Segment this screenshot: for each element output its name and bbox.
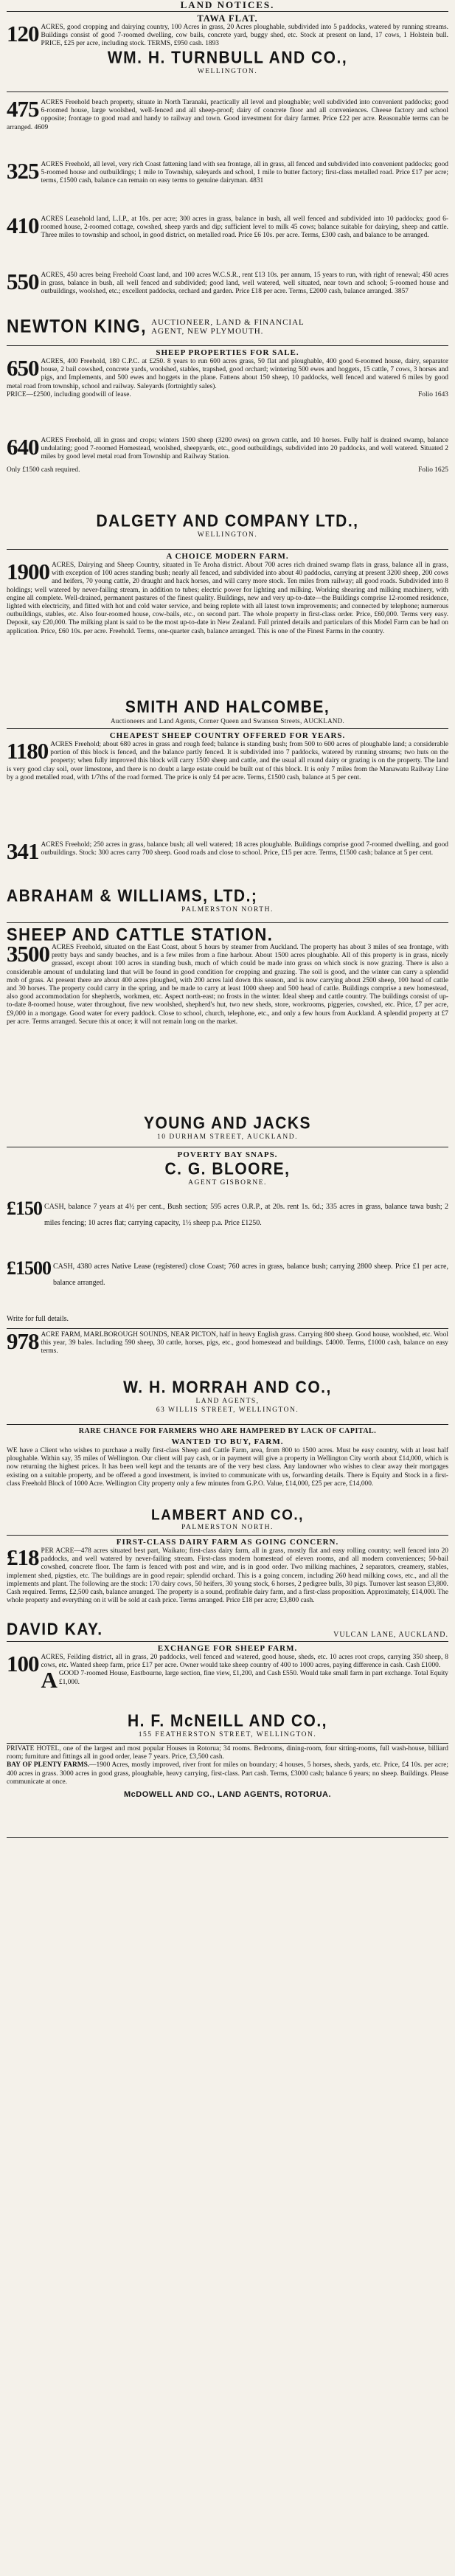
ad-text: 100 ACRES, Feilding district, all in grass, 20 paddocks, well fenced and watered, good house, sheds, etc. 10 acres root crops, carrying 350 sheep, 8 cows, etc. Wanted sheep farm, price £17 per acre. Owner would take sheep country of 400 to 1000 acres, paying difference in cash. Cash £1000. [7,1651,448,1677]
agent-address: 10 DURHAM STREET, AUCKLAND. [156,1133,298,1141]
folio: Folio 1643 [418,390,448,398]
section-kicker: RARE CHANCE FOR FARMERS WHO ARE HAMPERED BY LACK OF CAPITAL. [78,1427,377,1435]
bloore-footer [0,1315,455,1327]
agent-town: PALMERSTON NORTH. [181,1524,274,1531]
agent-name: SMITH AND HALCOMBE, [125,698,330,716]
section-heading: TAWA FLAT. [197,13,258,24]
divider [7,1535,448,1536]
ad-text: 120 ACRES, good cropping and dairying country, 100 Acres in grass, 20 Acres ploughable, subdivided into 5 paddocks, watered by running streams. Buildings consist of good 7-roomed dwelling, cow bails, concrete yard, buggy shed, etc. Stock at present on land, 17 cows, 1 Holstein bull. PRICE, £25 per acre, including stock. TERMS, £950 cash. 1893 [7,21,448,48]
young-agent [0,1114,455,1147]
newton-agent [0,317,455,341]
divider [7,728,448,729]
dalgety-ad-2 [0,437,455,511]
agent-name: H. F. McNEILL AND CO., [127,1712,327,1730]
agent-name: ABRAHAM & WILLIAMS, LTD.; [7,887,258,905]
agent-name: YOUNG AND JACKS [143,1114,312,1133]
ad-text: BAY OF PLENTY FARMS.—1900 Acres, mostly improved, river front for miles on boundary; 4 houses, 5 horses, sheds, yards, etc. Price, £4 10s. per acre; 400 acres in grass. 3000 acres in good grass, ploughable, heavy carrying, first-class. Part cash. Terms, £3000 cash; balance 6 years; no sheep. Buildings. Please communicate at once. [7,1761,448,1786]
masthead [0,0,455,12]
acreage: 120 [7,21,39,46]
abraham-ad-1 [0,731,455,838]
divider [7,1328,448,1329]
divider [7,1837,448,1838]
section-heading: POVERTY BAY SNAPS. [177,1150,278,1159]
agent-address: 63 WILLIS STREET, WELLINGTON. [156,1406,299,1414]
ad-text: 410 ACRES Leasehold land, L.I.P., at 10s. per acre; 300 acres in grass, balance in bush, all well fenced and subdivided into 10 paddocks; good 6-roomed house, 2-roomed cottage, cowshed, sheep yards and dip; sufficient level to milk 45 cows; balance suitable for dairying, sheep and cattle. Three miles to township and school, in good district, on metalled road. Price £6 10s. per acre. Terms, £300 cash, and balance to be arranged. [7,215,448,240]
smith-agent [0,698,455,728]
ad-text: 1900 ACRES, Dairying and Sheep Country, situated in Te Aroha district. About 700 acres rich drained swamp flats in grass, balance all in grass, with exception of 100 acres standing bush; nearly all fenced, and subdivided into about 40 paddocks, carrying at present 3200 sheep, 200 cows and heifers, 70 young cattle, 20 draught and hack horses, and will carry more stock. Ten miles from railway; all good roads. Subdivided into 8 holdings; well watered by never-failing stream, in addition to tubes; electric power for lighting and milking. Working shearing and milking machinery, with engine all complete. Well-drained, permanent pastures of the finest quality. Buildings, new and very up-to-date—the Buildings comprise 12-roomed residence, lighted with electricity, and fitted with hot and cold water service, and being replete with all latest town improvements; and connected by telephone; numerous outbuildings, stables, etc. Also four-roomed house, cow-bails, etc., on second part. The whole property in first-class order. Price, £60,000. Terms very easy. Deposit, say £20,000. The milking plant is said to be the most up-to-date in New Zealand. Full printed details and particulars of this Model Farm can be had on application. Price, £60 10s. per acre. Freehold. Terms, one-quarter cash, balance arranged. This is one of the Finest Farms in the country. [7,559,448,635]
agent-name: McDOWELL AND CO., LAND AGENTS, ROTORUA. [123,1790,332,1800]
divider [7,345,448,346]
agent-role: AGENT GISBORNE. [188,1179,267,1187]
ad-text: 341 ACRES Freehold; 250 acres in grass, balance bush; all well watered; 18 acres ploughable. Buildings comprise good 7-roomed dwelling, and good outbuildings. Stock: 300 acres carry 700 sheep. Good roads and close to school. Price, £15 per acre. Terms, £1500 cash; balance at 5 per cent. [7,841,448,864]
ad-text: 475 ACRES Freehold beach property, situate in North Taranaki, practically all level and ploughable; well subdivided into convenient paddocks; good 6-roomed house, large woolshed, well-fenced and all sheep-proof; dairy of concrete floor and all conveniences. Cheese factory and school opposite; frontage to good road and handy to railway and town. Good investment for dairy farmer. Price £22 per acre. Reasonable terms can be arranged. 4609 [7,99,448,131]
agent-town: WELLINGTON. [197,531,258,539]
section-heading: A CHOICE MODERN FARM. [166,552,289,561]
mcneill-ad [0,1643,455,1711]
divider [7,1424,448,1425]
mcneill-agent [0,1712,455,1741]
ad-text: 978 ACRE FARM, MARLBOROUGH SOUNDS, NEAR PICTON, half in heavy English grass. Carrying 800 sheep. Good house, woolshed, etc. Wool this year, 39 bales. Including 590 sheep, 30 cattle, horses, pigs, etc., good homestead and buildings. £4000. Terms, £1000 cash, balance on easy terms. [7,1331,448,1356]
divider [7,549,448,550]
agent-name: W. H. MORRAH AND CO., [123,1378,332,1397]
agent-address: Auctioneers and Land Agents, Corner Queen and Swanson Streets, AUCKLAND. [110,717,345,725]
ad-text: 1180 ACRES Freehold; about 680 acres in grass and rough feed; balance is standing bush; from 500 to 600 acres of ploughable land; a considerable portion of this block is fenced, and the balance partly fenced. It is subdivided into 7 paddocks, watered by running streams; two huts on the property; when fully improved this block will carry 1500 sheep and cattle, and the usual all round dairy or grazing is on the property. The land is very good clay soil, over limestone, and there is no doubt a large estate could be built out of this block. It is only 7 miles from the Manawatu Railway Line by a good metalled road, with 1/7ths of the road formed. The price is only £4 per acre. Terms, £1500 cash, balance at 5 per cent. [7,738,448,781]
divider [7,1641,448,1642]
agent-town: PALMERSTON NORTH. [181,906,274,914]
agent-address: VULCAN LANE, AUCKLAND. [333,1631,448,1639]
section-heading: FIRST-CLASS DAIRY FARM AS GOING CONCERN. [116,1538,339,1547]
section-heading: BAY OF PLENTY FARMS. [7,1761,90,1769]
lambert-agent [0,1508,455,1534]
ad-text: 640 ACRES Freehold, all in grass and crops; winters 1500 sheep (3200 ewes) on grown cattle, and 10 horses. Fully half is drained swamp, balance undulating; good 7-roomed Homestead, woolshed, sheepyards, etc., good outbuildings, subdivided into 20 paddocks, and well watered. Situated 2 miles by good level metal road from Township and Railway Station. [7,437,448,461]
divider [7,11,448,12]
ad-price: PRICE—£2500, including goodwill of lease. [7,390,131,398]
section-heading: CHEAPEST SHEEP COUNTRY OFFERED FOR YEARS. [109,731,346,740]
ad-text: PRIVATE HOTEL, one of the largest and most popular Houses in Rotorua; 34 rooms. Bedrooms, dining-room, four sitting-rooms, full wash-house, billiard room; furniture and fittings all in good order, lease 7 years. Price, £3,500 cash. [7,1745,448,1761]
agent-name: C. G. BLOORE, [164,1160,291,1178]
ad-text: £1500 CASH, 4380 acres Native Lease (registered) close Coast; 760 acres in grass, balance bush; carrying 2800 sheep. Price £1 per acre, balance arranged. [7,1259,448,1287]
ad-text: 325 ACRES Freehold, all level, very rich Coast fattening land with sea frontage, all in grass, all fenced and subdivided into convenient paddocks; good 5-roomed house and outbuildings; 1 mile to Township, saleyards and school, 1 mile to butter factory; first-class metalled road. Price £17 per acre; terms, £1500 cash, balance can remain on easy terms to genuine dairyman. 4831 [7,161,448,185]
agent-role: LAND AGENTS, [195,1398,260,1405]
newton-ad-4 [0,272,455,316]
newton-ad-2 [0,161,455,213]
divider [7,922,448,923]
ad-text: 3500 ACRES Freehold, situated on the East Coast, about 5 hours by steamer from Auckland. The property has about 3 miles of sea frontage, with pretty bays and sandy beaches, and is a few miles from a fine harbour. About 1500 acres ploughable. All of this property is in grass, nicely grassed, except about 100 acres in standing bush, much of which could be made into grass on which stock is now grazing. There is also a considerable amount of undulating land that will be found in good condition for cropping and grazing. The soil is good, and the winter can carry a splendid mob of grass. At present there are about 400 acres ploughed, with 200 acres laid down this season, and is now carrying about 2500 sheep, 100 head of cattle and 30 horses. The property could carry in the spring, and be made to carry at least 1000 sheep and 500 head of cattle. Buildings comprise a new homestead, also good accommodation for shepherds, workmen, etc. Aspect north-east; no frosts in the winter. Ideal sheep and cattle country. The buildings consist of up-to-date 8-roomed house, water throughout, five new woolshed, shepherd's hut, two new sheds, store, workrooms, piggeries, cowshed, etc. Price, £7 per acre, £9,000 in a mortgage. Good water for every paddock. Close to school, church, telephone, etc., and only a few hours from Auckland. A splendid property at £7 per acre. Terms arranged. Secure this at once; it will not remain long on the market. [7,941,448,1026]
footer-note: Write for full details. [7,1315,69,1323]
lambert-ad [0,1426,455,1508]
newton-ad-3 [0,215,455,269]
newton-ad-1 [0,99,455,158]
ad-text: £18 PER ACRE—478 acres situated best part, Waikato; first-class dairy farm, all in grass, mostly flat and easy rolling country; well fenced into 20 paddocks, and well watered by never-failing stream. First-class modern homestead of eleven rooms, and all modern conveniences; 50-bail cowshed, concrete floor. The farm is fenced with post and wire, and is in good order. Two milking machines, 2 separators, creamery, stables, implement shed, pigsties, etc. The buildings are in good repair; splendid orchard. This is a going concern, including 260 head milking cows, etc., and all the implements and plant. The following are the stock: 170 dairy cows, 50 heifers, 30 young stock, 6 horses, 2 pedigree bulls, 30 pigs. Turnover last season £3,800. Cash required. Terms, £2,500 cash, balance arranged. The property is a sound, profitable dairy farm, and a first-class proposition. Approximately, £14,000. The whole property and everything on it will be sold at cash price. Terms arranged. Price £18 per acre; £3,800 cash. [7,1544,448,1605]
abraham-agent [0,887,455,918]
ad-text: WE have a Client who wishes to purchase a really first-class Sheep and Cattle Farm, area, from 800 to 1500 acres. Must be easy country, with at least half ploughable. Within say, 35 miles of Wellington. Our client will pay cash, or in payment will give a property in Wellington City worth about £14,000, which is now returning the highest prices. It has been well kept and the tenants are of the very best class. Any landowner who wishes to clear away their mortgages existing on a suitable property, and be offered a good investment, is invited to communicate with us, forwarding details. There is Equity and Stock in a first-class Freehold Block of 1000 Acre. Wellington City property only a few minutes from G.P.O. Value, £14,000, £25 per acre, £14,000. [7,1447,448,1488]
mcdowell-ad [0,1745,455,1834]
section-heading: WANTED TO BUY, FARM. [171,1437,284,1446]
agent-role: AUCTIONEER, LAND & FINANCIAL [151,318,305,327]
agent-address: 155 FEATHERSTON STREET, WELLINGTON. [138,1731,317,1738]
ad-text: 650 ACRES, 400 Freehold, 180 C.P.C. at £250. 8 years to run 600 acres grass, 50 flat and ploughable, 400 good 6-roomed house, dairy, separator house, 2 bail cowshed, concrete yards, woolshed, stables, trapshed, good orchard; wintering 500 ewes and hoggets, 15 cattle, 7 cows, 3 horses and pigs, and Implements, and 500 ewes and hoggets in the plane. Fattens about 150 sheep, 10 paddocks, well fenced and watered 6 miles by good metal road from township, school and railway. Saleyards (fortnightly sales). [7,355,448,390]
agent-name: DALGETY AND COMPANY LTD., [96,512,359,531]
divider [7,1743,448,1744]
agent-name: DAVID KAY. [7,1620,103,1639]
agent-name: NEWTON KING, [7,317,147,336]
kay-ad [0,1537,455,1620]
ad-text: 550 ACRES, 450 acres being Freehold Coast land, and 100 acres W.C.S.R., rent £13 10s. per annum, 15 years to run, with right of renewal; 450 acres in grass, balance in bush, all well fenced and subdivided; good land, well watered, well situated, near town and school; 5-roomed house and outbuildings, woolshed, etc.; excellent paddocks, orchard and garden. Price £18 per acre. Terms, £2000 cash, balance arranged. 3857 [7,272,448,296]
agent-name: WM. H. TURNBULL AND CO., [107,48,348,67]
agent-town: WELLINGTON. [197,67,258,75]
bloore-header [0,1150,455,1194]
ad-price: Only £1500 cash required. [7,466,80,474]
ad-text: AGOOD 7-roomed House, Eastbourne, large section, fine view, £1,200, and Cash £550. Would take small farm in part exchange. Total Equity £1,000. [41,1667,448,1693]
abraham-ad-2 [0,841,455,885]
ad-text: £150 CASH, balance 7 years at 4½ per cent., Bush section; 595 acres O.R.P., at 20s. rent 1s. 6d.; 335 acres in grass, balance tawa bush; 2 miles fencing; 10 acres flat; carrying capacity, 1½ sheep p.a. Price £1250. [7,1199,448,1227]
folio: Folio 1625 [418,466,448,474]
dalgety-agent [0,512,455,545]
bloore-ad-2 [0,1259,455,1311]
section-heading: EXCHANGE FOR SHEEP FARM. [157,1644,298,1653]
tawa-ad [0,13,455,90]
morrah-agent [0,1378,455,1423]
kay-agent [0,1620,455,1640]
agent-name: LAMBERT AND CO., [151,1508,304,1524]
divider [7,91,448,92]
section-heading: SHEEP PROPERTIES FOR SALE. [156,348,299,357]
page-title: LAND NOTICES. [180,0,275,10]
young-ad [0,925,455,1117]
morrah-ad [0,1331,455,1380]
section-heading: SHEEP AND CATTLE STATION. [7,925,274,945]
dalgety-ad-1 [0,348,455,435]
agent-role: AGENT, NEW PLYMOUTH. [151,327,264,336]
smith-ad [0,551,455,697]
bloore-ad-1 [0,1199,455,1251]
